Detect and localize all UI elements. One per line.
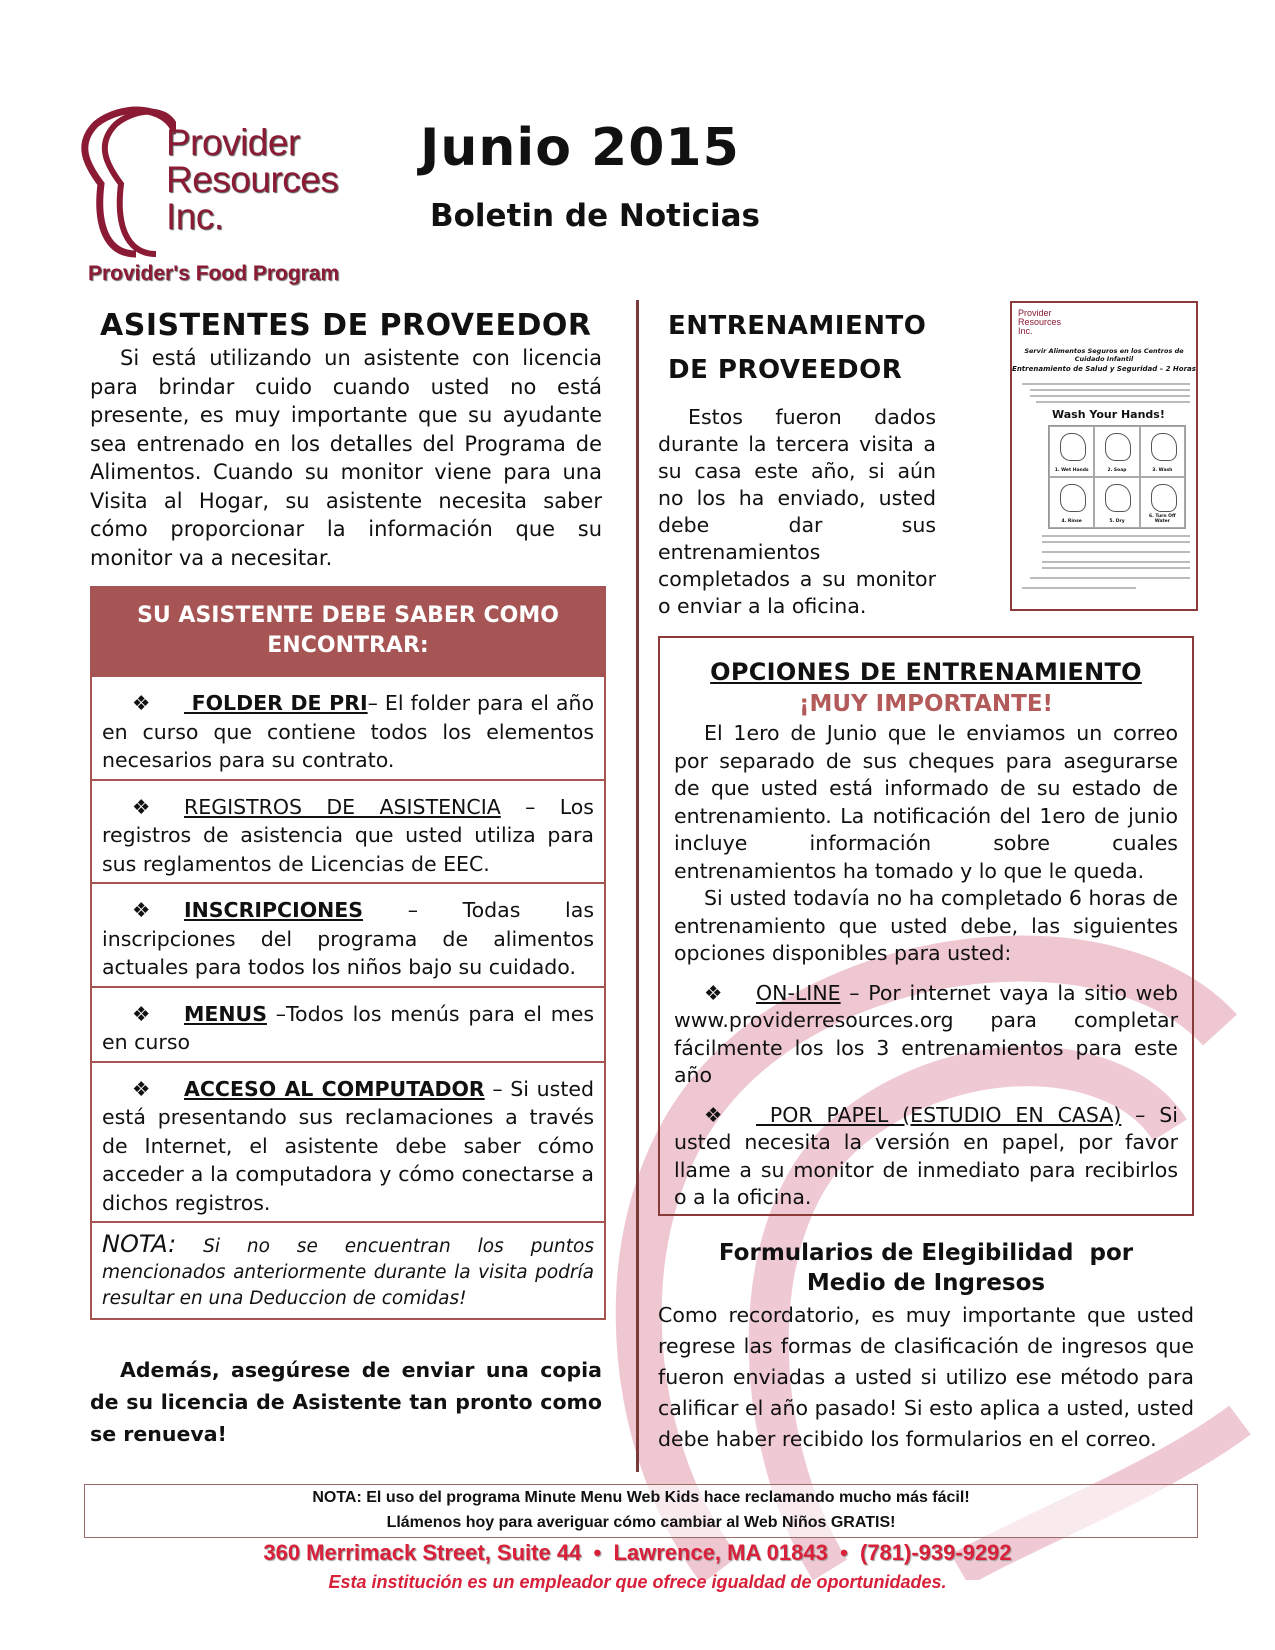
elig-heading-line-2: Medio de Ingresos [806, 1270, 1046, 1296]
diamond-bullet-icon: ❖ [132, 1076, 151, 1101]
hand-step [1094, 477, 1139, 528]
hand-step [1140, 426, 1185, 477]
heading-line-2: DE PROVEEDOR [668, 355, 903, 385]
thumb-logo-1: Provider [1018, 308, 1052, 318]
thumbnail-text-line [1036, 401, 1190, 403]
logo-line-3: Inc. [166, 196, 224, 237]
elegibilidad-body: Como recordatorio, es muy importante que usted regrese las formas de clasificación de ingresos que fueron enviadas a usted si utilizo ese método para calificar el año pasado! Si esto aplica a usted, usted debe haber recibido los formularios en el correo. [658, 1303, 1194, 1451]
newsletter-subtitle: Boletin de Noticias [430, 198, 760, 234]
training-document-thumbnail [1010, 301, 1198, 611]
step-label: 3. Wash [1152, 468, 1173, 473]
option-text: – Si usted necesita la versión en papel, por favor llame a su monitor de inmediato para recibirlos o a la oficina. [674, 1102, 1178, 1209]
item-text: –Todos los menús para el mes en curso [102, 1001, 594, 1054]
entrenamiento-heading [668, 304, 926, 392]
bread-icon [66, 104, 176, 264]
asistentes-intro: Si está utilizando un asistente con licencia para brindar cuido cuando usted no está presente, es muy importante que su ayudante sea entrenado en los detalles del Programa de Alimentos. Cuando su monitor viene para una Visita al Hogar, su asistente necesita saber cómo proporcionar la información que su monitor va a necesitar. [90, 346, 602, 570]
thumbnail-text-line [1030, 577, 1190, 579]
step-label: 6. Turn Off Water [1148, 514, 1176, 524]
step-label: 1. Wet Hands [1054, 468, 1089, 473]
newsletter-title: Junio 2015 [420, 118, 740, 178]
elig-heading-line-1: Formularios de Elegibilidad por [718, 1240, 1134, 1266]
column-divider [636, 300, 639, 1472]
thumbnail-text-line [1042, 535, 1190, 537]
diamond-bullet-icon: ❖ [132, 691, 151, 715]
thumbnail-subtitle: Entrenamiento de Salud y Seguridad – 2 Horas [1012, 365, 1196, 373]
option-text: – Por internet vaya la sitio web www.providerresources.org para completar fácilmente los los 3 entrenamientos para este año [674, 980, 1178, 1087]
item-text: – El folder para el año en curso que contiene todos los elementos necesarios para su contrato. [102, 691, 594, 772]
thumbnail-logo [1018, 309, 1061, 336]
item-label: INSCRIPCIONES [184, 898, 364, 922]
thumb-logo-3: Inc. [1018, 326, 1033, 336]
muy-importante: ¡MUY IMPORTANTE! [798, 691, 1054, 717]
checklist-item [92, 675, 604, 779]
diamond-bullet-icon: ❖ [132, 1001, 151, 1026]
opciones-para-2: Si usted todavía no ha completado 6 horas de entrenamiento que usted debe, las siguientes opciones disponibles para usted: [674, 886, 1178, 965]
license-copy-reminder: Además, asegúrese de enviar una copia de su licencia de Asistente tan pronto como se renueva! [90, 1358, 602, 1446]
opciones-box [658, 636, 1194, 1216]
checklist-item [92, 1061, 604, 1222]
item-text: – Los registros de asistencia que usted utiliza para sus reglamentos de Licencias de EEC. [102, 794, 594, 876]
nota-warning [92, 1221, 604, 1318]
diamond-bullet-icon: ❖ [704, 1102, 723, 1127]
thumbnail-text-line [1022, 587, 1136, 589]
step-label: 2. Soap [1107, 468, 1127, 473]
thumbnail-title: Servir Alimentos Seguros en los Centros de Cuidado Infantil [1024, 347, 1184, 363]
thumb-logo-2: Resources [1018, 317, 1062, 327]
item-label: ACCESO AL COMPUTADOR [184, 1076, 485, 1101]
hand-step [1049, 426, 1094, 477]
item-label: MENUS [184, 1001, 267, 1026]
provider-resources-logo [66, 104, 366, 294]
footer-nota-line-2: Llámenos hoy para averiguar cómo cambiar al Web Niños GRATIS! [386, 1514, 896, 1531]
item-text: – Todas las inscripciones del programa de alimentos actuales para todos los niños bajo su cuidado. [102, 898, 594, 979]
heading-line-1: ENTRENAMIENTO [668, 311, 927, 341]
item-label: FOLDER DE PRI [184, 691, 368, 715]
opciones-para-1: El 1ero de Junio que le enviamos un correo por separado de sus cheques para asegurarse de que usted está informado de su estado de entrenamiento. La notificación del 1ero de junio incluye información sobre cuales entrenamientos ha tomado y lo que le queda. [674, 721, 1178, 883]
diamond-bullet-icon: ❖ [704, 980, 723, 1005]
thumbnail-wash-hands: Wash Your Hands! [1052, 408, 1165, 421]
item-label: REGISTROS DE ASISTENCIA [184, 794, 501, 819]
step-label: 5. Dry [1109, 519, 1125, 524]
item-text: – Si usted está presentando sus reclamaciones a través de Internet, el asistente debe saber cómo acceder a la computadora y cómo conectarse a dichos registros. [102, 1076, 594, 1215]
footer-nota-line-1: NOTA: El uso del programa Minute Menu Web Kids hace reclamando mucho más fácil! [312, 1489, 970, 1506]
step-label: 4. Rinse [1061, 519, 1082, 524]
entrenamiento-intro: Estos fueron dados durante la tercera visita a su casa este año, si aún no los ha enviado, usted debe dar sus entrenamientos completados a su monitor o enviar a la oficina. [658, 405, 936, 618]
thumbnail-text-line [1030, 395, 1190, 397]
contact-address: 360 Merrimack Street, Suite 44 • Lawrence, MA 01843 • (781)-939-9292 [263, 1540, 1012, 1565]
nota-text: Si no se encuentran los puntos mencionados anteriormente durante la visita podría resultar en una Deduccion de comidas! [102, 1236, 594, 1309]
option-item [674, 980, 1178, 1090]
hand-step [1140, 477, 1185, 528]
logo-tagline: Provider's Food Program [88, 262, 340, 285]
checklist-item [92, 779, 604, 883]
thumbnail-text-line [1042, 551, 1190, 553]
footer-nota-box [84, 1484, 1198, 1538]
nota-label: NOTA: [102, 1230, 177, 1258]
thumbnail-text-line [1030, 389, 1190, 391]
diamond-bullet-icon: ❖ [132, 794, 151, 819]
logo-line-1: Provider [166, 122, 300, 163]
option-label: POR PAPEL (ESTUDIO EN CASA) [756, 1102, 1122, 1127]
option-item [674, 1102, 1178, 1212]
elegibilidad-heading [658, 1238, 1194, 1298]
logo-line-2: Resources [166, 159, 339, 200]
option-label: ON-LINE [756, 980, 841, 1005]
checklist-header: SU ASISTENTE DEBE SABER COMO ENCONTRAR: [92, 588, 604, 675]
logo-wordmark [166, 124, 338, 235]
thumbnail-hand-steps [1048, 425, 1186, 529]
asistente-checklist-box [90, 586, 606, 1320]
thumbnail-text-line [1042, 561, 1190, 563]
hand-step [1049, 477, 1094, 528]
thumbnail-text-line [1042, 567, 1190, 569]
asistentes-heading: ASISTENTES DE PROVEEDOR [100, 308, 592, 343]
thumbnail-text-line [1042, 541, 1190, 543]
equal-opportunity-statement: Esta institución es un empleador que ofrece igualdad de oportunidades. [328, 1572, 947, 1592]
checklist-item [92, 882, 604, 986]
checklist-item [92, 986, 604, 1061]
hand-step [1094, 426, 1139, 477]
diamond-bullet-icon: ❖ [132, 898, 151, 922]
opciones-title: OPCIONES DE ENTRENAMIENTO [710, 658, 1142, 686]
thumbnail-text-line [1022, 383, 1190, 385]
